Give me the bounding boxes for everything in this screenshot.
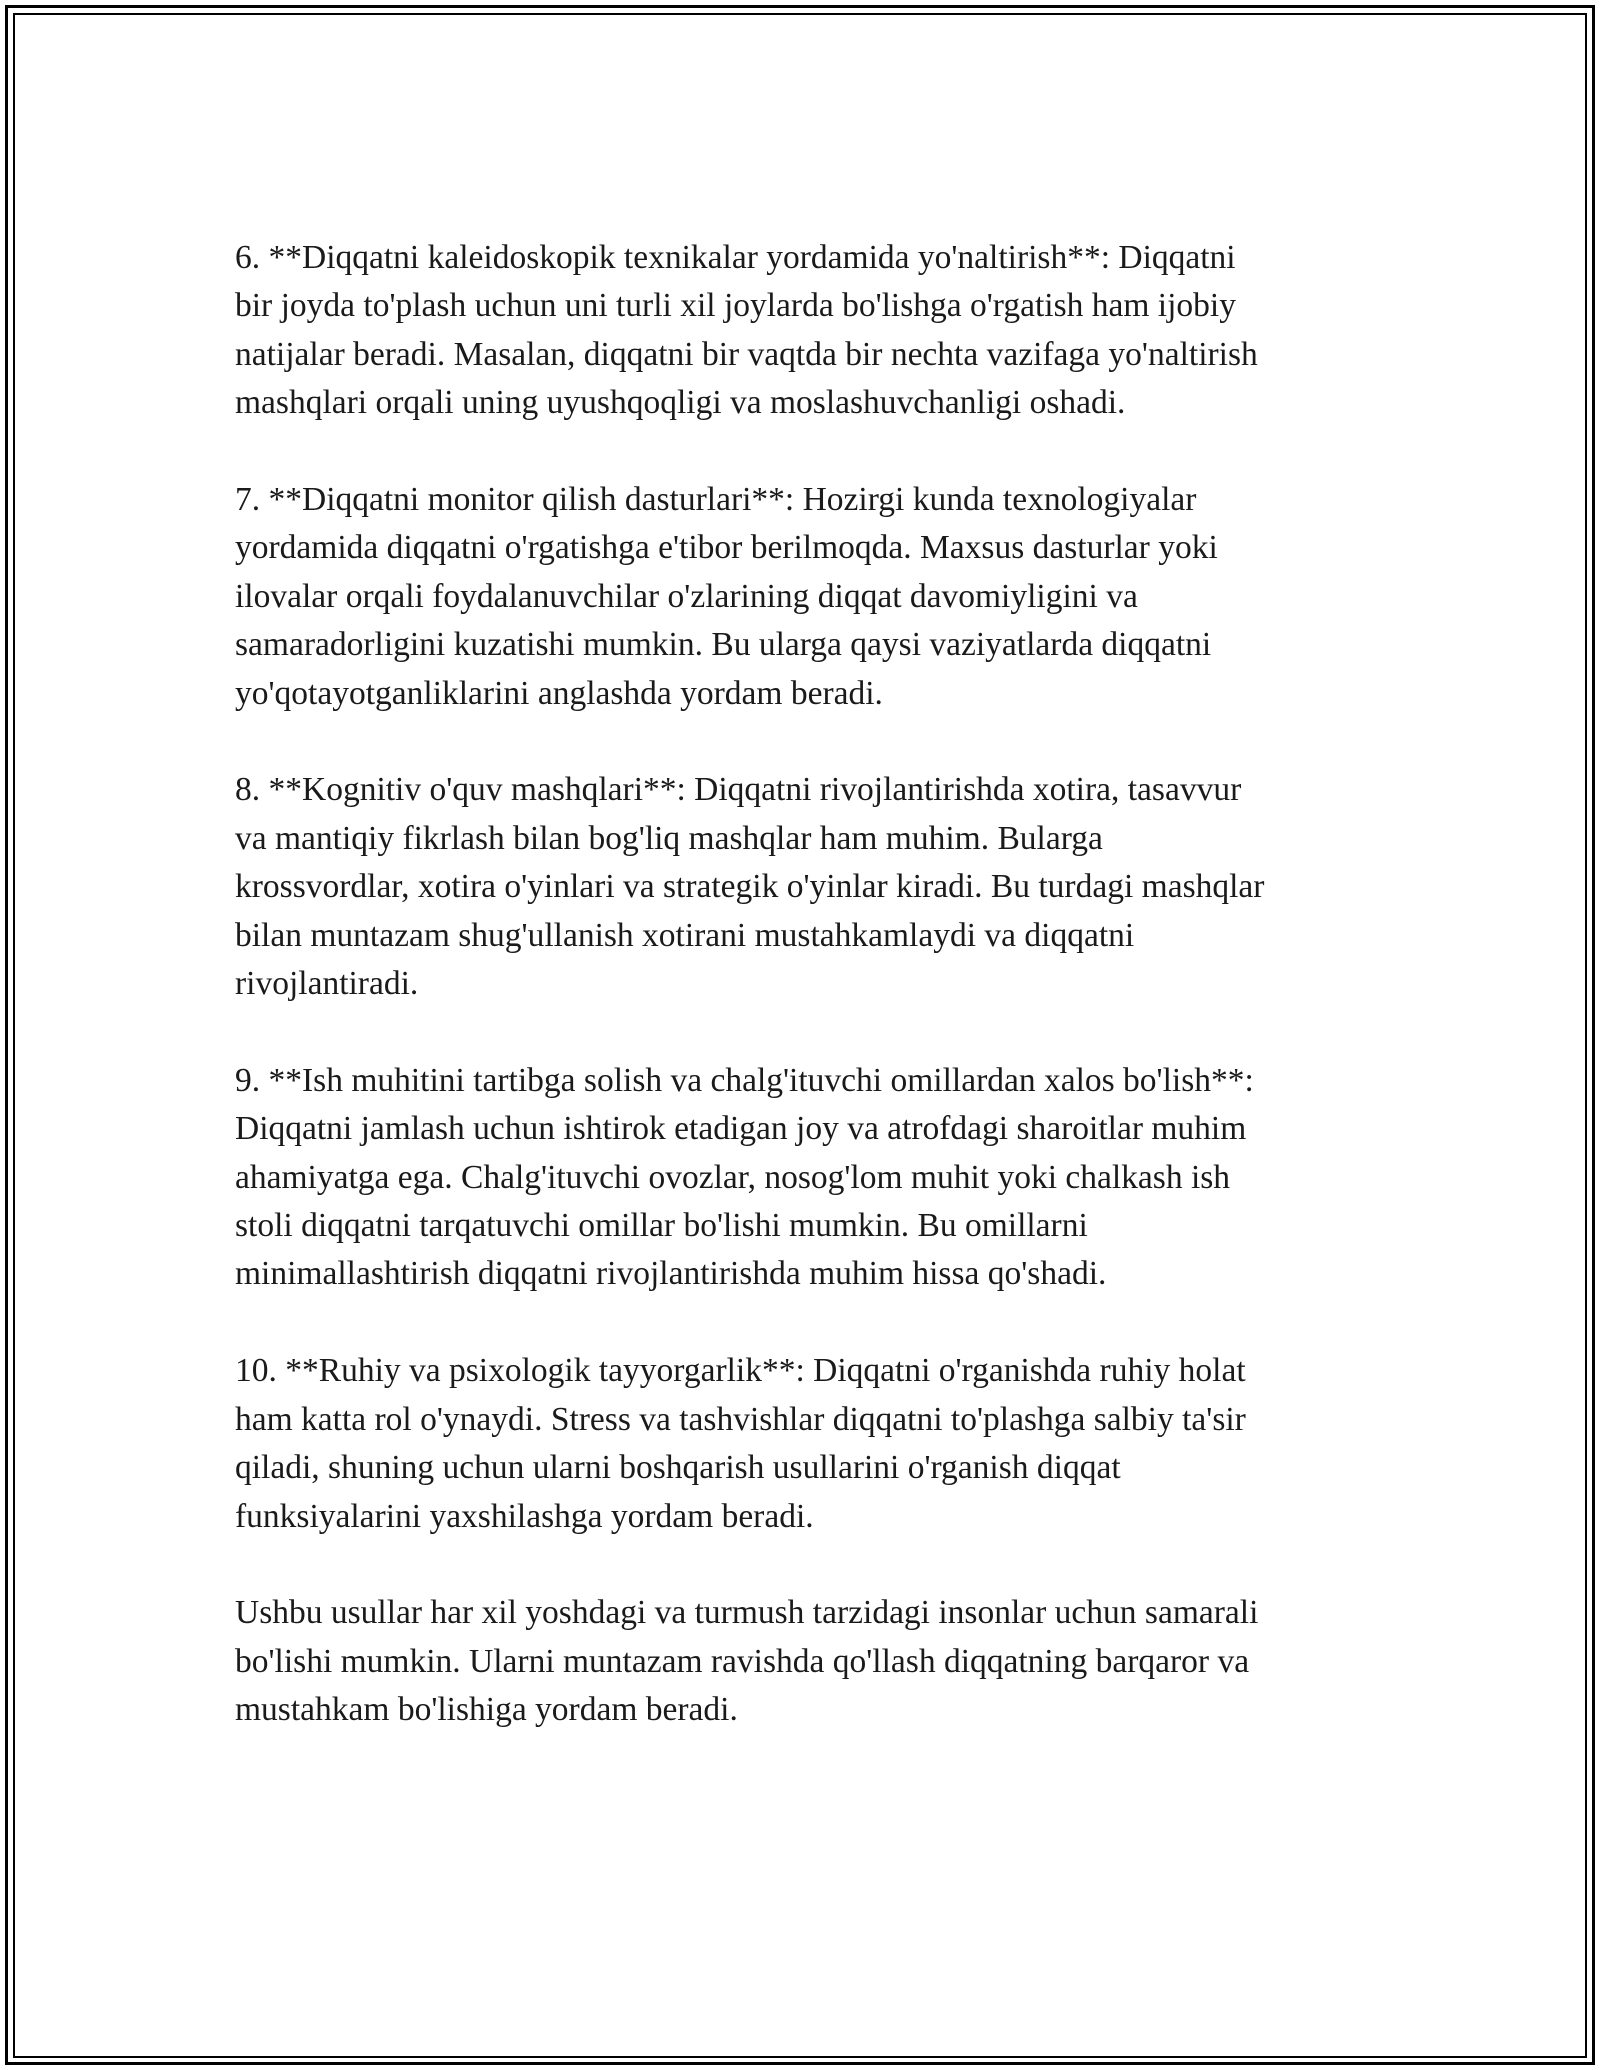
- paragraph-item-9: 9. **Ish muhitini tartibga solish va chalg'ituvchi omillardan xalos bo'lish**: Diqqatni jamlash uchun ishtirok etadigan joy va atrofdagi sharoitlar muhim ahamiyatga ega. Chalg'ituvchi ovozlar, nosog'lom muhit yoki chalkash ish stoli diqqatni tarqatuvchi omillar bo'lishi mumkin. Bu omillarni minimallashtirish diqqatni rivojlantirishda muhim hissa qo'shadi.: [235, 1061, 1254, 1293]
- paragraph-item-7: 7. **Diqqatni monitor qilish dasturlari**: Hozirgi kunda texnologiyalar yordamida diqqatni o'rgatishga e'tibor berilmoqda. Maxsus dasturlar yoki ilovalar orqali foydalanuvchilar o'zlarining diqqat davomiyligini va samaradorligini kuzatishi mumkin. Bu ularga qaysi vaziyatlarda diqqatni yo'qotayotganliklarini anglashda yordam beradi.: [235, 481, 1218, 712]
- document-body: [235, 234, 1385, 1783]
- paragraph-conclusion: Ushbu usullar har xil yoshdagi va turmush tarzidagi insonlar uchun samarali bo'lishi mumkin. Ularni muntazam ravishda qo'llash diqqatning barqaror va mustahkam bo'lishiga yordam beradi.: [235, 1594, 1259, 1729]
- paragraph-item-8: 8. **Kognitiv o'quv mashqlari**: Diqqatni rivojlantirishda xotira, tasavvur va mantiqiy fikrlash bilan bog'liq mashqlar ham muhim. Bularga krossvordlar, xotira o'yinlari va strategik o'yinlar kiradi. Bu turdagi mashqlar bilan muntazam shug'ullanish xotirani mustahkamlaydi va diqqatni rivojlantiradi.: [235, 771, 1265, 1003]
- paragraph-item-10: 10. **Ruhiy va psixologik tayyorgarlik**: Diqqatni o'rganishda ruhiy holat ham katta rol o'ynaydi. Stress va tashvishlar diqqatni to'plashga salbiy ta'sir qiladi, shuning uchun ularni boshqarish usullarini o'rganish diqqat funksiyalarini yaxshilashga yordam beradi.: [235, 1352, 1246, 1535]
- paragraph-item-6: 6. **Diqqatni kaleidoskopik texnikalar yordamida yo'naltirish**: Diqqatni bir joyda to'plash uchun uni turli xil joylarda bo'lishga o'rgatish ham ijobiy natijalar beradi. Masalan, diqqatni bir vaqtda bir nechta vazifaga yo'naltirish mashqlari orqali uning uyushqoqligi va moslashuvchanligi oshadi.: [235, 239, 1258, 422]
